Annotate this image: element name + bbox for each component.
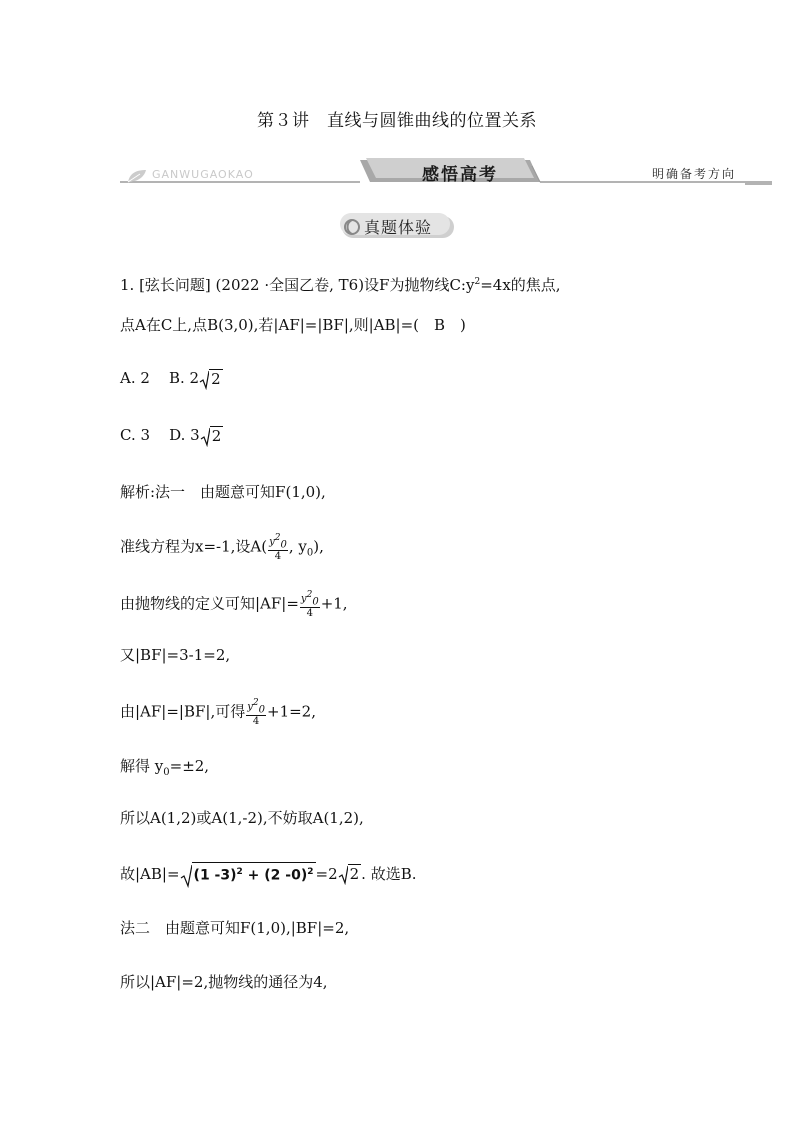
banner-title: 感悟高考 bbox=[422, 165, 498, 185]
option-b: B. 2 2 bbox=[169, 369, 221, 388]
section-badge bbox=[338, 210, 458, 240]
solution-line-3: 由抛物线的定义可知|AF|= $\frac{y20}{4}$ +1, bbox=[120, 590, 348, 620]
options-row-2 bbox=[120, 425, 223, 447]
solution-line-9: 法二 由题意可知F(1,0),|BF|=2, bbox=[120, 919, 350, 937]
option-d: D. 3 2 bbox=[169, 426, 222, 445]
banner-subtitle: GANWUGAOKAO bbox=[152, 168, 254, 181]
solution-line-1: 解析:法一 由题意可知F(1,0), bbox=[120, 483, 326, 501]
solution-line-6: 解得 $y_0=\pm 2$, bbox=[120, 757, 210, 778]
solution-line-10: 所以|AF|=2,抛物线的通径为4, bbox=[120, 973, 328, 991]
leaf-icon bbox=[126, 168, 148, 184]
page-title: 第３讲 直线与圆锥曲线的位置关系 bbox=[257, 111, 537, 131]
solution-line-8: 故|AB|= (1 -3)$^2$ + (2 -0)$^2$ =2 2 . 故选B. bbox=[120, 862, 417, 888]
question-stem-line1: 1. [弦长问题] (2022 ·全国乙卷, T6)设F为抛物线$C:y^2=4x$的焦点, bbox=[120, 276, 561, 294]
option-a: A. 2 bbox=[120, 369, 150, 387]
banner-right-label: 明确备考方向 bbox=[652, 167, 737, 181]
solution-line-2: 准线方程为x=-1,设A( $\frac{y20}{4}$ , $y_0$), bbox=[120, 533, 324, 563]
solution-line-4: 又|BF|=3-1=2, bbox=[120, 646, 231, 664]
solution-line-5: 由|AF|=|BF|,可得 $\frac{y20}{4}$ +1=2, bbox=[120, 698, 316, 728]
options-row-1 bbox=[120, 368, 223, 390]
question-stem-line2: 点A在C上,点B(3,0),若|AF|=|BF|,则|AB|=( B ) bbox=[120, 316, 466, 334]
option-c: C. 3 bbox=[120, 426, 151, 444]
section-label: 真题体验 bbox=[364, 218, 433, 237]
solution-line-7: 所以A(1,2)或A(1,-2),不妨取A(1,2), bbox=[120, 809, 364, 827]
section-banner bbox=[120, 158, 780, 188]
swirl-icon bbox=[342, 217, 362, 237]
